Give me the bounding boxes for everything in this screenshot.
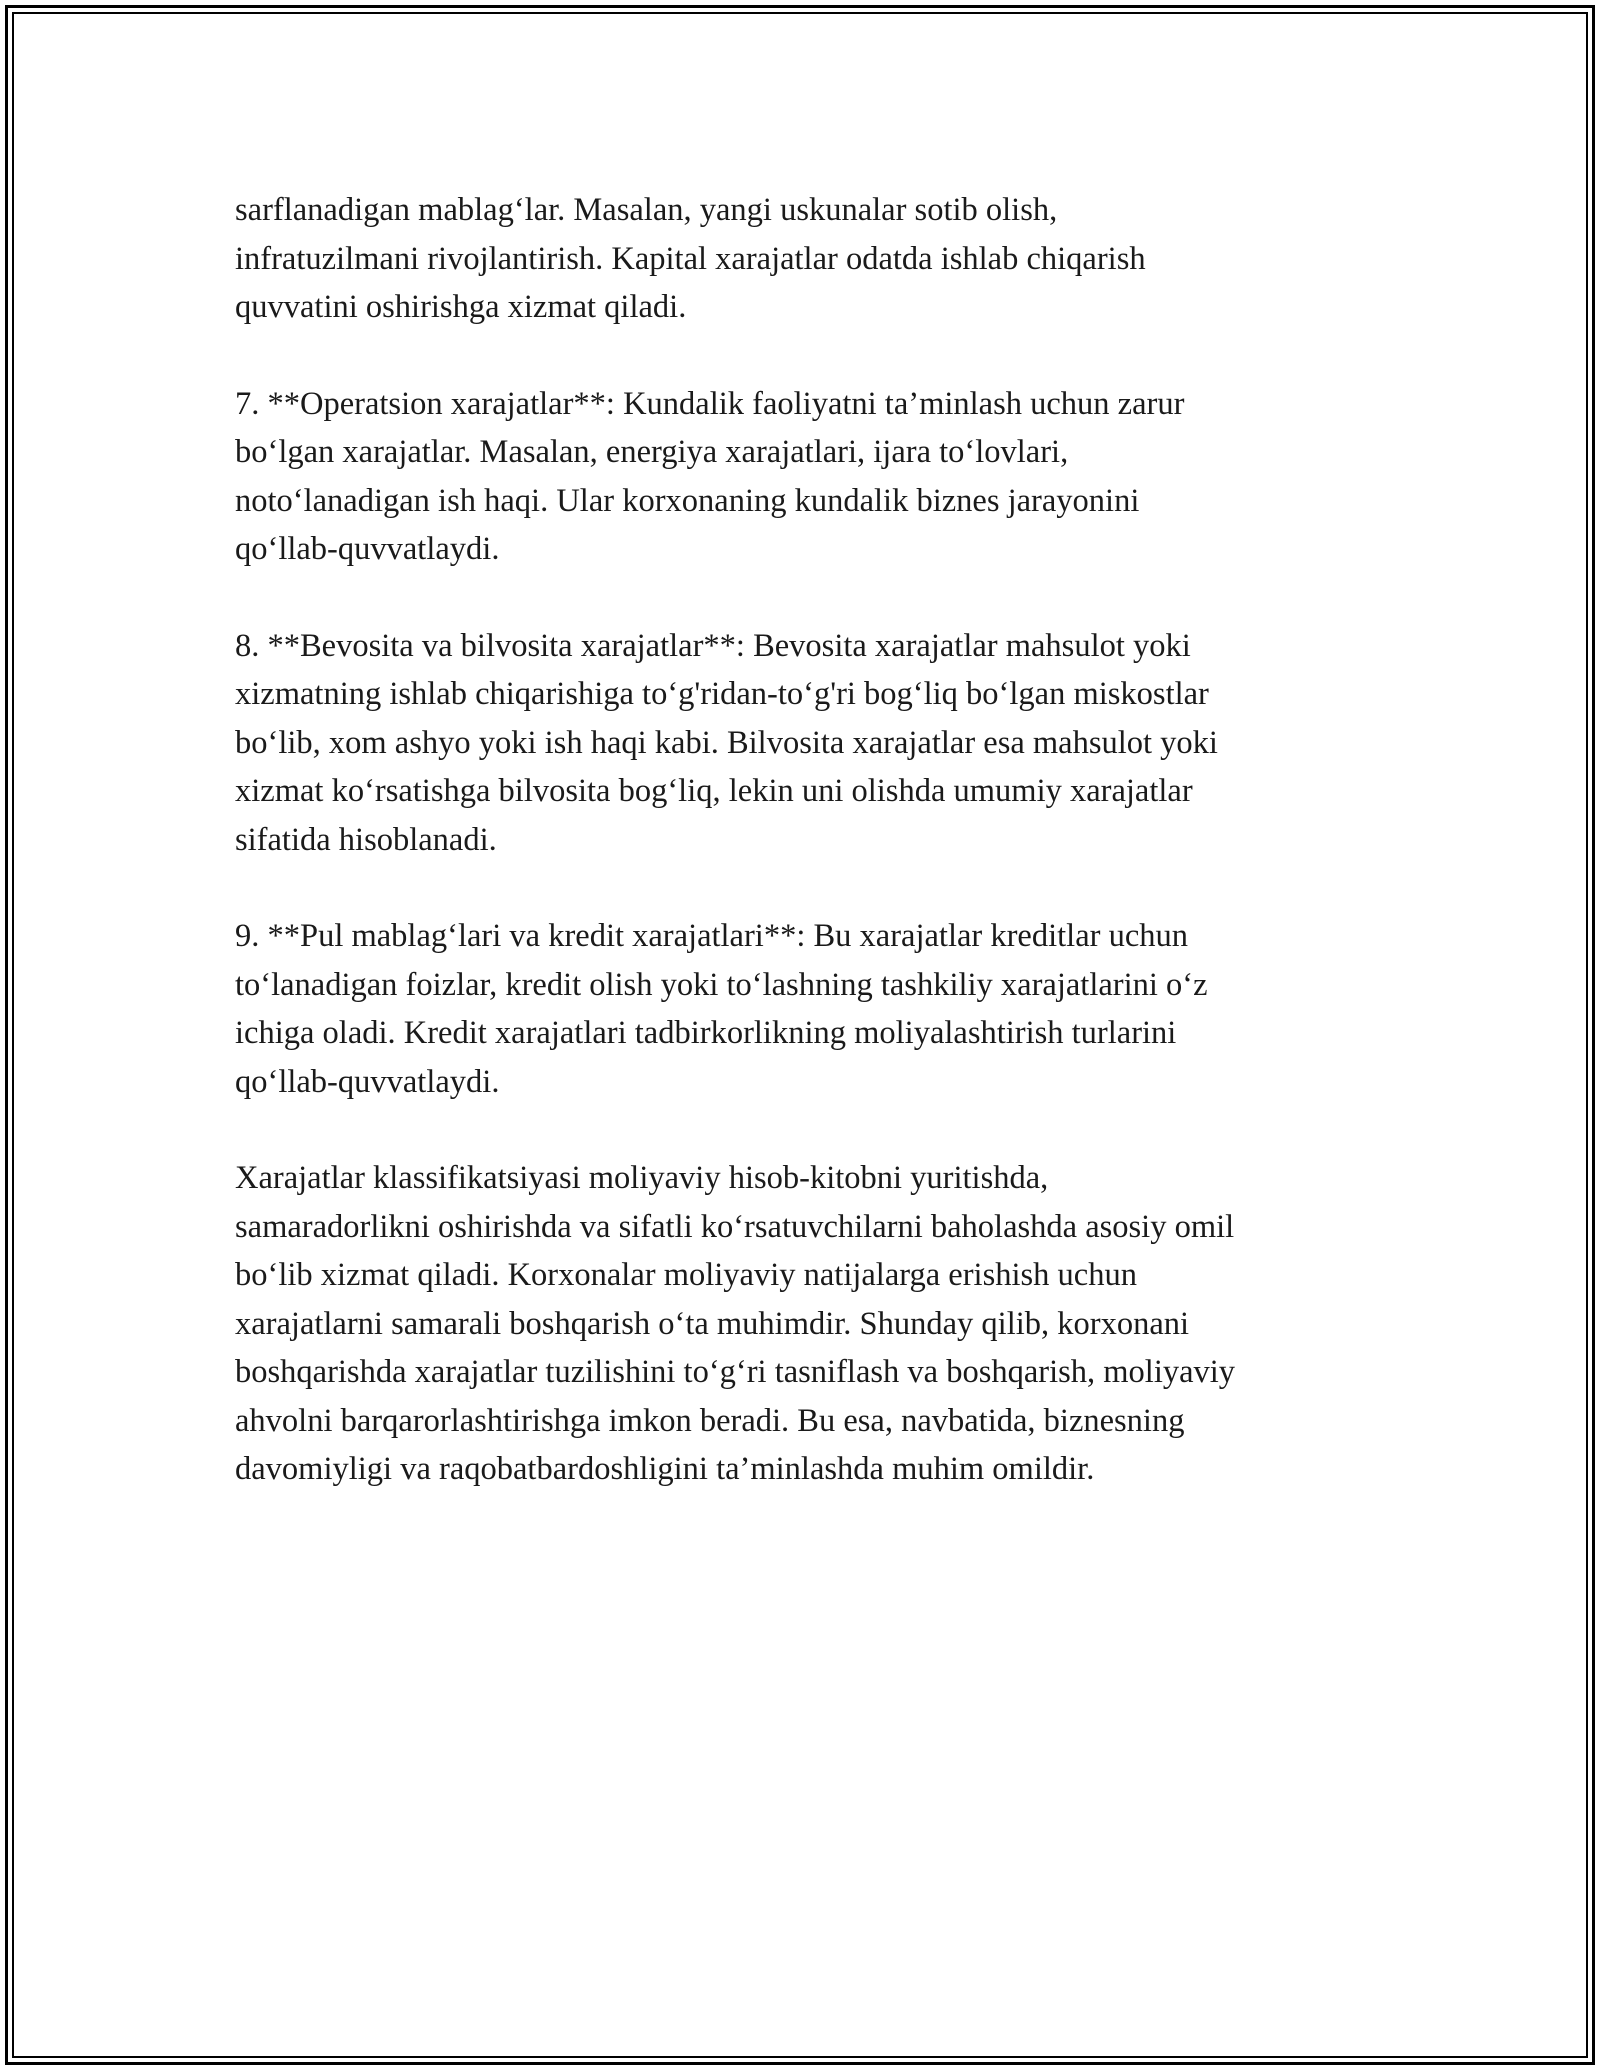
text-line: noto‘lanadigan ish haqi. Ular korxonaning kundalik biznes jarayonini — [235, 482, 1140, 519]
text-line: to‘lanadigan foizlar, kredit olish yoki to‘lashning tashkiliy xarajatlarini o‘z — [235, 966, 1208, 1003]
text-line: xizmatning ishlab chiqarishiga to‘g'ridan-to‘g'ri bog‘liq bo‘lgan miskostlar — [235, 676, 1209, 712]
text-line: ahvolni barqarorlashtirishga imkon beradi. Bu esa, navbatida, biznesning — [235, 1402, 1185, 1439]
text-line: ichiga oladi. Kredit xarajatlari tadbirkorlikning moliyalashtirish turlarini — [235, 1015, 1177, 1051]
paragraph-operational-expenses — [235, 380, 1365, 574]
text-line: bo‘lib, xom ashyo yoki ish haqi kabi. Bilvosita xarajatlar esa mahsulot yoki — [235, 724, 1218, 761]
paragraph-capital-expenses-continued — [235, 186, 1365, 332]
text-line: 8. **Bevosita va bilvosita xarajatlar**: Bevosita xarajatlar mahsulot yoki — [235, 627, 1191, 664]
text-line: boshqarishda xarajatlar tuzilishini to‘g‘ri tasniflash va boshqarish, moliyaviy — [235, 1354, 1236, 1390]
text-line: xizmat ko‘rsatishga bilvosita bog‘liq, lekin uni olishda umumiy xarajatlar — [235, 773, 1193, 809]
document-body — [235, 186, 1365, 1542]
text-line: bo‘lgan xarajatlar. Masalan, energiya xarajatlari, ijara to‘lovlari, — [235, 434, 1069, 470]
paragraph-credit-expenses — [235, 912, 1365, 1106]
text-line: sifatida hisoblanadi. — [235, 821, 497, 858]
text-line: 7. **Operatsion xarajatlar**: Kundalik faoliyatni ta’minlash uchun zarur — [235, 385, 1185, 422]
text-line: sarflanadigan mablag‘lar. Masalan, yangi uskunalar sotib olish, — [235, 192, 1058, 228]
text-line: qo‘llab-quvvatlaydi. — [235, 531, 500, 567]
paragraph-conclusion — [235, 1154, 1365, 1494]
text-line: qo‘llab-quvvatlaydi. — [235, 1063, 500, 1100]
text-line: samaradorlikni oshirishda va sifatli ko‘rsatuvchilarni baholashda asosiy omil — [235, 1208, 1235, 1245]
text-line: davomiyligi va raqobatbardoshligini ta’minlashda muhim omildir. — [235, 1451, 1095, 1487]
text-line: 9. **Pul mablag‘lari va kredit xarajatlari**: Bu xarajatlar kreditlar uchun — [235, 918, 1188, 954]
text-line: bo‘lib xizmat qiladi. Korxonalar moliyaviy natijalarga erishish uchun — [235, 1257, 1137, 1293]
text-line: quvvatini oshirishga xizmat qiladi. — [235, 289, 687, 325]
paragraph-direct-indirect-expenses — [235, 622, 1365, 865]
text-line: xarajatlarni samarali boshqarish o‘ta muhimdir. Shunday qilib, korxonani — [235, 1305, 1190, 1342]
text-line: Xarajatlar klassifikatsiyasi moliyaviy hisob-kitobni yuritishda, — [235, 1160, 1049, 1196]
text-line: infratuzilmani rivojlantirish. Kapital xarajatlar odatda ishlab chiqarish — [235, 240, 1146, 277]
